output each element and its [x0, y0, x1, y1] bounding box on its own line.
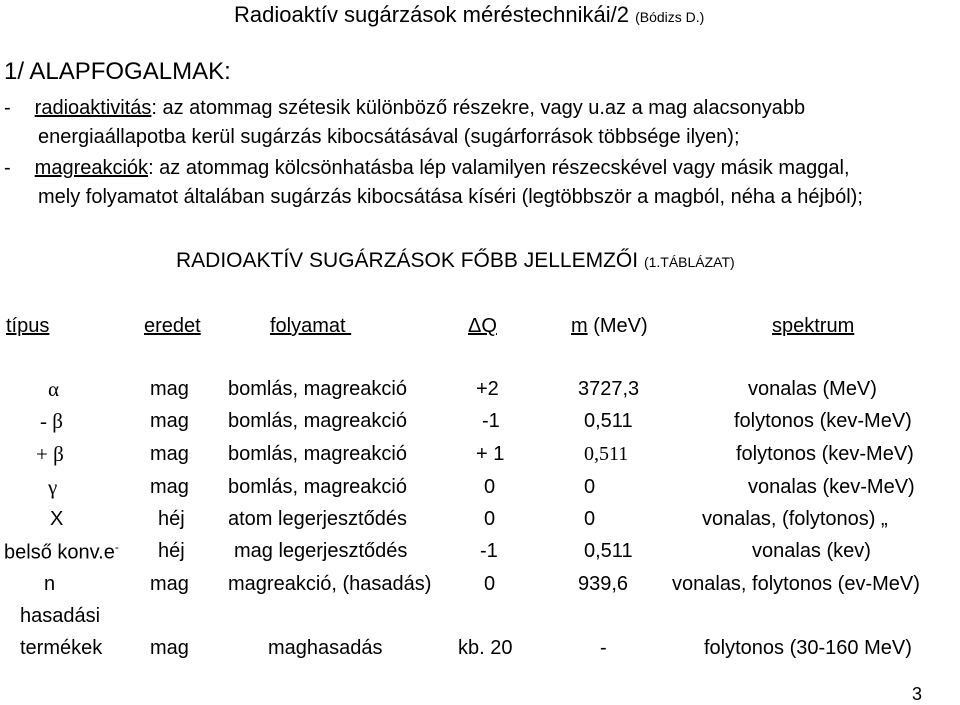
- cell-spektrum: folytonos (kev-MeV): [734, 410, 912, 432]
- cell-eredet: héj: [158, 508, 185, 530]
- cell-q: 0: [484, 573, 496, 595]
- table-title-note: (1.TÁBLÁZAT): [643, 254, 735, 270]
- column-header-folyamat: folyamat: [270, 315, 352, 337]
- definition-text: : az atommag szétesik különböző részekre, vagy u.az a mag alacsonyabb: [151, 97, 806, 119]
- cell-spektrum: vonalas (MeV): [748, 378, 877, 400]
- cell-q: kb. 20: [458, 637, 513, 659]
- column-header-q: ΔQ: [468, 315, 497, 337]
- document-header: [234, 2, 704, 28]
- cell-folyamat: mag legerjesztődés: [234, 540, 408, 562]
- page-number: 3: [912, 684, 923, 704]
- cell-folyamat: magreakció, (hasadás): [228, 573, 432, 595]
- cell-m: 0: [584, 508, 596, 530]
- column-header-m-symbol: m: [571, 315, 588, 337]
- cell-q: 0: [484, 508, 496, 530]
- cell-m: 3727,3: [578, 378, 640, 400]
- cell-folyamat: bomlás, magreakció: [228, 476, 407, 498]
- cell-folyamat: bomlás, magreakció: [228, 378, 407, 400]
- table-title: [176, 249, 735, 273]
- cell-q: -1: [480, 540, 498, 562]
- cell-tipus-superscript: -: [114, 540, 119, 554]
- cell-eredet: mag: [150, 378, 189, 400]
- cell-folyamat: bomlás, magreakció: [228, 443, 407, 465]
- cell-spektrum: vonalas, (folytonos) „: [702, 508, 888, 530]
- list-dash: -: [4, 157, 11, 179]
- column-header-spektrum: spektrum: [772, 315, 855, 337]
- list-dash: -: [4, 97, 11, 119]
- cell-folyamat: bomlás, magreakció: [228, 410, 407, 432]
- cell-spektrum: vonalas, folytonos (ev-MeV): [672, 573, 920, 595]
- cell-tipus: α: [48, 377, 60, 401]
- definition-magreakciok-line2: mely folyamatot általában sugárzás kibocsátása kíséri (legtöbbször a magból, néha a héjból);: [38, 186, 863, 208]
- header-author: (Bódizs D.): [635, 9, 705, 25]
- cell-eredet: héj: [158, 540, 185, 562]
- cell-m: -: [600, 637, 607, 659]
- cell-m: 0: [584, 476, 596, 498]
- cell-folyamat: atom legerjesztődés: [228, 508, 407, 530]
- cell-tipus: - β: [40, 409, 63, 433]
- cell-eredet: mag: [150, 573, 189, 595]
- cell-eredet: mag: [150, 443, 189, 465]
- cell-tipus-line2: termékek: [20, 637, 103, 659]
- column-header-m: [571, 315, 648, 338]
- cell-spektrum: vonalas (kev): [752, 540, 871, 562]
- cell-m: 0,511: [584, 410, 633, 432]
- cell-q: -1: [482, 410, 500, 432]
- column-header-tipus: típus: [6, 315, 50, 337]
- cell-eredet: mag: [150, 476, 189, 498]
- header-title: Radioaktív sugárzások méréstechnikái/2: [234, 2, 629, 27]
- cell-tipus-line1: hasadási: [20, 605, 101, 627]
- cell-tipus-text: belső konv.e: [4, 541, 115, 564]
- cell-folyamat: maghasadás: [268, 637, 383, 659]
- cell-tipus: + β: [36, 442, 64, 466]
- term-radioaktivitas: radioaktivitás: [34, 97, 152, 119]
- cell-tipus: n: [44, 573, 56, 595]
- cell-tipus: [4, 540, 119, 565]
- term-magreakciok: magreakciók: [34, 157, 149, 179]
- cell-m: 0,511: [584, 443, 629, 465]
- definition-radioaktivitas-line1: [4, 97, 805, 120]
- cell-spektrum: vonalas (kev-MeV): [748, 476, 915, 498]
- definition-radioaktivitas-line2: energiaállapotba kerül sugárzás kibocsátásával (sugárforrások többsége ilyen);: [38, 126, 740, 148]
- section-title: 1/ ALAPFOGALMAK:: [4, 58, 231, 85]
- cell-spektrum: folytonos (kev-MeV): [736, 443, 914, 465]
- cell-eredet: mag: [150, 410, 189, 432]
- cell-q: + 1: [476, 443, 505, 465]
- definition-magreakciok-line1: [4, 157, 850, 180]
- definition-text: : az atommag kölcsönhatásba lép valamilyen részecskével vagy másik maggal,: [148, 157, 850, 179]
- cell-q: +2: [476, 378, 499, 400]
- cell-spektrum: folytonos (30-160 MeV): [704, 637, 912, 659]
- cell-tipus: X: [50, 508, 64, 530]
- cell-m: 939,6: [578, 573, 629, 595]
- cell-tipus: γ: [48, 475, 58, 499]
- cell-eredet: mag: [150, 637, 189, 659]
- column-header-eredet: eredet: [144, 315, 201, 337]
- table-title-main: RADIOAKTÍV SUGÁRZÁSOK FŐBB JELLEMZŐI: [176, 249, 639, 272]
- cell-q: 0: [484, 476, 496, 498]
- cell-m: 0,511: [584, 540, 633, 562]
- column-header-m-unit: (MeV): [587, 315, 648, 337]
